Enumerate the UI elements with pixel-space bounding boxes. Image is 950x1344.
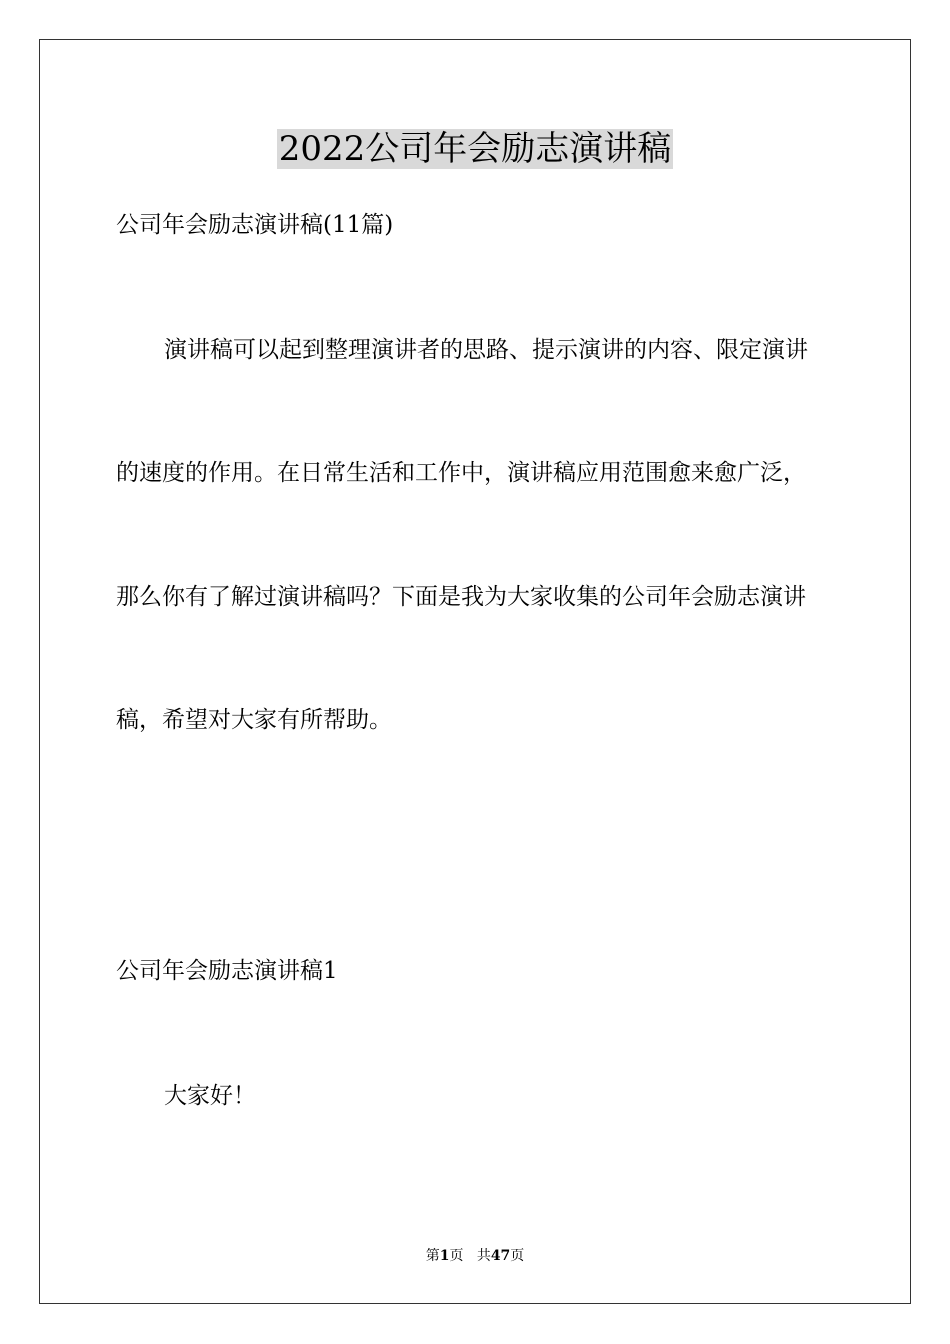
document-subtitle: 公司年会励志演讲稿(11篇) <box>116 212 394 238</box>
section-heading: 公司年会励志演讲稿1 <box>116 958 338 984</box>
intro-line-3: 那么你有了解过演讲稿吗？下面是我为大家收集的公司年会励志演讲 <box>116 584 806 610</box>
intro-line-1: 演讲稿可以起到整理演讲者的思路、提示演讲的内容、限定演讲 <box>164 337 808 363</box>
footer-total-prefix: 共 <box>476 1248 491 1264</box>
intro-line-2: 的速度的作用。在日常生活和工作中，演讲稿应用范围愈来愈广泛， <box>116 460 806 486</box>
document-title <box>0 126 950 172</box>
intro-line-4: 稿，希望对大家有所帮助。 <box>116 707 392 733</box>
footer-total-pages: 47 <box>490 1248 511 1264</box>
greeting: 大家好！ <box>164 1083 256 1109</box>
document-title-text: 2022公司年会励志演讲稿 <box>278 129 672 169</box>
footer-page-prefix: 第 <box>425 1248 440 1264</box>
footer-page-number: 1 <box>439 1248 450 1264</box>
page-footer <box>0 1247 950 1265</box>
footer-page-suffix: 页 <box>449 1248 464 1264</box>
footer-total-suffix: 页 <box>510 1248 525 1264</box>
